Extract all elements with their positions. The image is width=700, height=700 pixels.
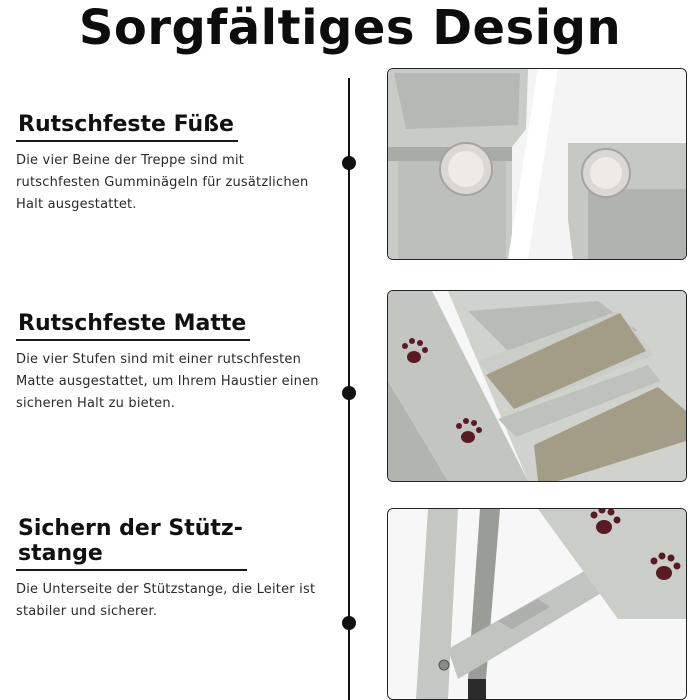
timeline-dot-2 xyxy=(342,386,356,400)
feature-description: Die Unterseite der Stützstange, die Leiter ist stabiler und sicherer. xyxy=(16,582,316,619)
feature-heading: Rutschfeste Matte xyxy=(16,311,250,341)
photo-rubber-feet xyxy=(387,68,687,260)
timeline-dot-1 xyxy=(342,156,356,170)
feature-support-bar xyxy=(16,516,336,623)
feature-heading xyxy=(16,516,247,571)
photo-non-slip-mats xyxy=(387,290,687,482)
rubber-foot-icon xyxy=(440,143,492,195)
rubber-foot-icon xyxy=(582,149,630,197)
feature-heading-line1: Sichern der Stütz- xyxy=(18,516,243,541)
page-title: Sorgfältiges Design xyxy=(78,0,622,56)
feature-heading-line2: stange xyxy=(18,541,103,566)
feature-heading: Rutschfeste Füße xyxy=(16,112,238,142)
feature-non-slip-feet xyxy=(16,112,336,216)
feature-description: Die vier Stufen sind mit einer rutschfesten Matte ausgestattet, um Ihrem Haustier einen sicheren Halt zu bieten. xyxy=(16,352,319,411)
feature-non-slip-mat xyxy=(16,311,336,415)
feature-description: Die vier Beine der Treppe sind mit rutschfesten Gumminägeln für zusätzlichen Halt ausgestattet. xyxy=(16,153,309,212)
timeline-dot-3 xyxy=(342,616,356,630)
photo-support-bar xyxy=(387,508,687,700)
